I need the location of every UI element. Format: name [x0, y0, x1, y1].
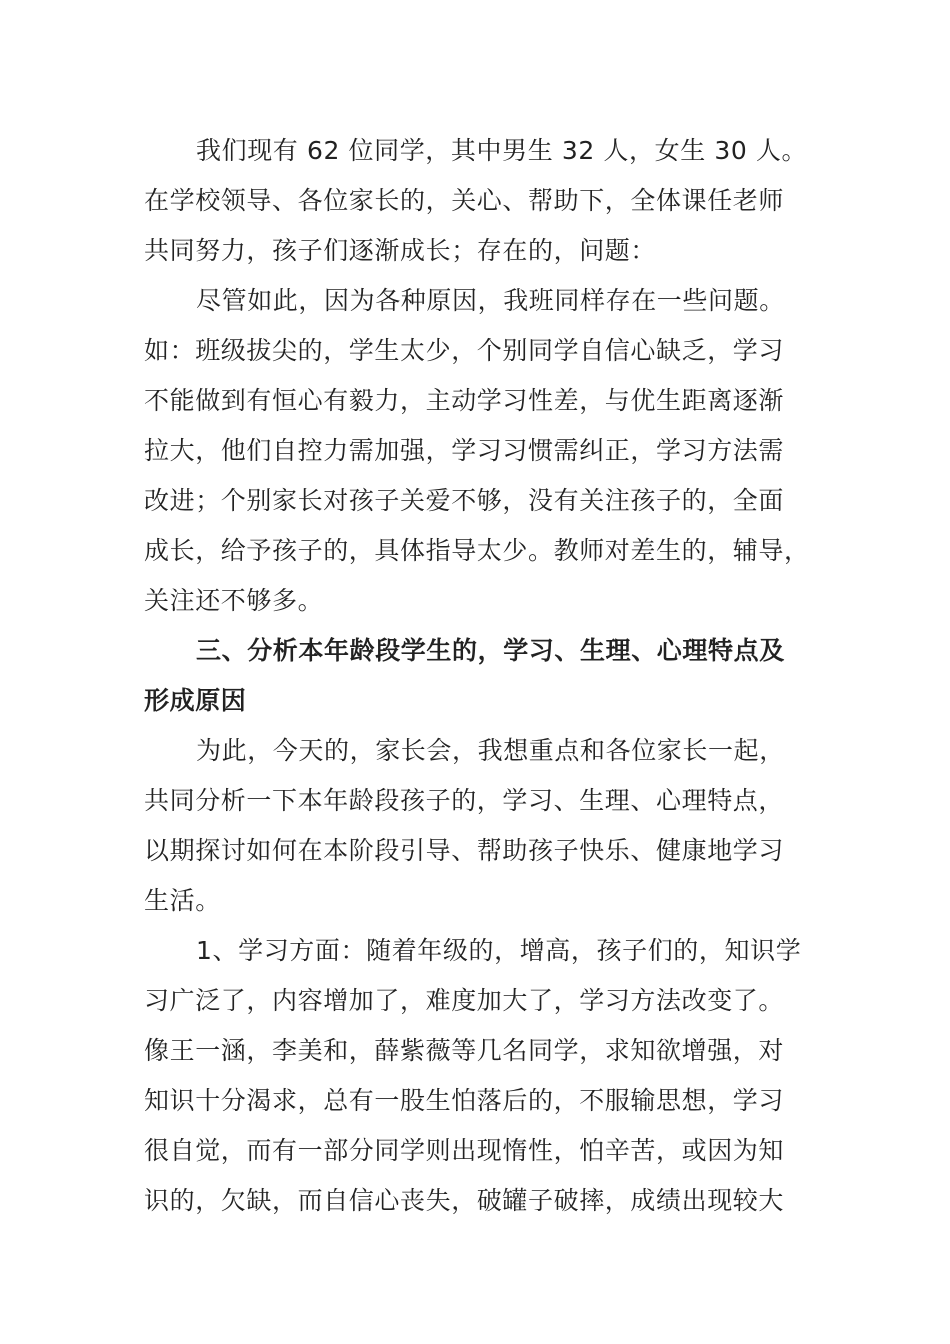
- section-heading-line-2: 形成原因: [144, 686, 247, 715]
- paragraph-class-size-line-3: 共同努力，孩子们逐渐成长；存在的，问题：: [144, 236, 657, 265]
- paragraph-learning-line-1: 1、学习方面：随着年级的，增高，孩子们的，知识学: [196, 936, 802, 965]
- paragraph-intro-line-1: 为此，今天的，家长会，我想重点和各位家长一起，: [196, 736, 785, 765]
- paragraph-learning-line-4: 知识十分渴求，总有一股生怕落后的，不服输思想，学习: [144, 1086, 785, 1115]
- paragraph-learning-line-6: 识的，欠缺，而自信心丧失，破罐子破摔，成绩出现较大: [144, 1186, 785, 1215]
- paragraph-intro-line-2: 共同分析一下本年龄段孩子的，学习、生理、心理特点，: [144, 786, 785, 815]
- paragraph-problems-line-3: 不能做到有恒心有毅力，主动学习性差，与优生距离逐渐: [144, 386, 785, 415]
- paragraph-class-size-line-1: 我们现有 62 位同学，其中男生 32 人，女生 30 人。: [196, 136, 808, 165]
- paragraph-problems-line-1: 尽管如此，因为各种原因，我班同样存在一些问题。: [196, 286, 785, 315]
- paragraph-intro-line-4: 生活。: [144, 886, 221, 915]
- paragraph-learning-line-2: 习广泛了，内容增加了，难度加大了，学习方法改变了。: [144, 986, 785, 1015]
- paragraph-class-size-line-2: 在学校领导、各位家长的，关心、帮助下，全体课任老师: [144, 186, 785, 215]
- paragraph-problems-line-5: 改进；个别家长对孩子关爱不够，没有关注孩子的，全面: [144, 486, 785, 515]
- paragraph-problems-line-4: 拉大，他们自控力需加强，学习习惯需纠正，学习方法需: [144, 436, 785, 465]
- paragraph-problems-line-6: 成长，给予孩子的，具体指导太少。教师对差生的，辅导，: [144, 536, 810, 565]
- paragraph-intro-line-3: 以期探讨如何在本阶段引导、帮助孩子快乐、健康地学习: [144, 836, 785, 865]
- paragraph-problems-line-2: 如：班级拔尖的，学生太少，个别同学自信心缺乏，学习: [144, 336, 785, 365]
- paragraph-problems-line-7: 关注还不够多。: [144, 586, 324, 615]
- paragraph-learning-line-5: 很自觉，而有一部分同学则出现惰性，怕辛苦，或因为知: [144, 1136, 785, 1165]
- section-heading-line-1: 三、分析本年龄段学生的，学习、生理、心理特点及: [196, 636, 785, 665]
- paragraph-learning-line-3: 像王一涵，李美和，薛紫薇等几名同学，求知欲增强，对: [144, 1036, 785, 1065]
